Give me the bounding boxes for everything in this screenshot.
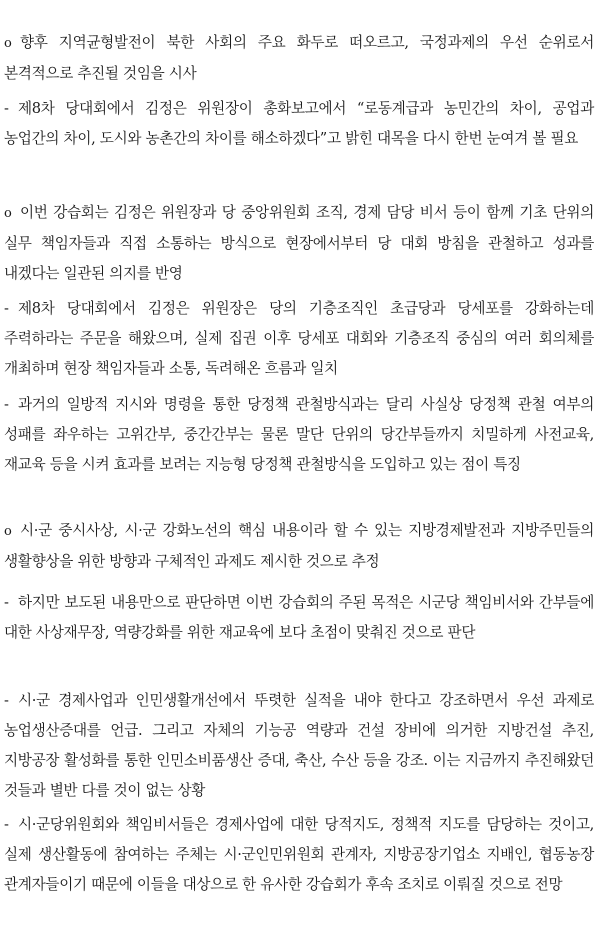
paragraph-text: 향후 지역균형발전이 북한 사회의 주요 화두로 떠오르고, 국정과제의 우선 순위로서 본격적으로 추진될 것임을 시사: [4, 34, 594, 82]
paragraph-text: 시·군 경제사업과 인민생활개선에서 뚜렷한 실적을 내야 한다고 강조하면서 우선 과제로 농업생산증대를 언급. 그리고 자체의 기능공 역량과 건설 장비에 의거한 지방건설 추진, 지방공장 활성화를 통한 인민소비품생산 증대, 축산, 수산 등을 강조. 이는 지금까지 추진해왔던 것들과 별반 다를 것이 없는 상황: [4, 692, 594, 799]
dash-bullet: -: [4, 396, 9, 413]
paragraph-8: [4, 686, 594, 806]
circle-bullet: o: [4, 524, 12, 539]
paragraph-text: 제8차 당대회에서 김정은 위원장이 총화보고에서 “로동계급과 농민간의 차이, 공업과 농업간의 차이, 도시와 농촌간의 차이를 해소하겠다”고 밝힌 대목을 다시 한번 눈여겨 볼 필요: [4, 100, 594, 147]
paragraph-text: 과거의 일방적 지시와 명령을 통한 당정책 관철방식과는 달리 사실상 당정책 관철 여부의 성패를 좌우하는 고위간부, 중간간부는 물론 말단 단위의 당간부들까지 치밀하게 사전교육, 재교육 등을 시켜 효과를 보려는 지능형 당정책 관철방식을 도입하고 있는 점이 특징: [4, 396, 594, 473]
paragraph-9: [4, 810, 594, 900]
paragraph-3: [4, 198, 594, 289]
dash-bullet: -: [4, 692, 9, 709]
paragraph-text: 시·군당위원회와 책임비서들은 경제사업에 대한 당적지도, 정책적 지도를 담당하는 것이고, 실제 생산활동에 참여하는 주체는 시·군인민위원회 관계자, 지방공장기업소 지배인, 협동농장 관계자들이기 때문에 이들을 대상으로 한 유사한 강습회가 후속 조치로 이뤄질 것으로 전망: [4, 816, 594, 893]
paragraph-text: 시·군 중시사상, 시·군 강화노선의 핵심 내용이라 할 수 있는 지방경제발전과 지방주민들의 생활향상을 위한 방향과 구체적인 과제도 제시한 것으로 추정: [4, 522, 594, 570]
dash-bullet: -: [4, 100, 9, 117]
dash-bullet: -: [4, 816, 9, 833]
dash-bullet: -: [4, 594, 9, 611]
paragraph-4: [4, 294, 594, 384]
paragraph-2: [4, 94, 594, 154]
paragraph-7: [4, 588, 594, 648]
paragraph-text: 이번 강습회는 김정은 위원장과 당 중앙위원회 조직, 경제 담당 비서 등이 함께 기초 단위의 실무 책임자들과 직접 소통하는 방식으로 현장에서부터 당 대회 방침을 관철하고 성과를 내겠다는 일관된 의지를 반영: [4, 204, 594, 282]
circle-bullet: o: [4, 36, 12, 51]
paragraph-text: 하지만 보도된 내용만으로 판단하면 이번 강습회의 주된 목적은 시군당 책임비서와 간부들에 대한 사상재무장, 역량강화를 위한 재교육에 보다 초점이 맞춰진 것으로 판단: [4, 594, 594, 641]
paragraph-6: [4, 516, 594, 577]
paragraph-text: 제8차 당대회에서 김정은 위원장은 당의 기층조직인 초급당과 당세포를 강화하는데 주력하라는 주문을 해왔으며, 실제 집권 이후 당세포 대회와 기층조직 중심의 여러 회의체를 개최하며 현장 책임자들과 소통, 독려해온 흐름과 일치: [4, 300, 594, 377]
circle-bullet: o: [4, 206, 12, 221]
paragraph-1: [4, 28, 594, 89]
paragraph-5: [4, 390, 594, 480]
dash-bullet: -: [4, 300, 9, 317]
